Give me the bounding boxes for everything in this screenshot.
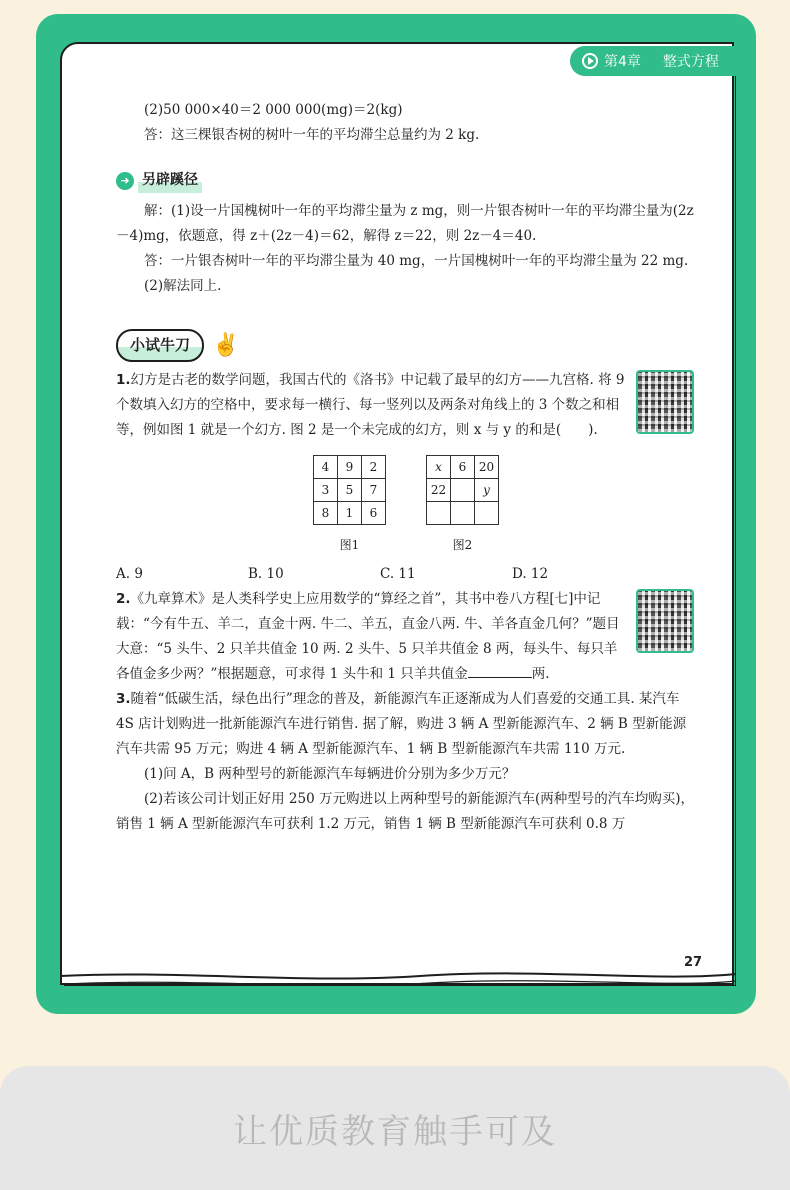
magic-square-figures: [116, 455, 696, 558]
cell: 3: [314, 479, 338, 502]
figure-1: [313, 455, 386, 558]
path-icon: ➜: [116, 172, 134, 190]
cell: 5: [338, 479, 362, 502]
cell: [451, 479, 475, 502]
question-number: 2.: [116, 591, 131, 607]
cell: x: [427, 456, 451, 479]
cell: 2: [362, 456, 386, 479]
magic-square-2: [426, 455, 499, 525]
question-2: [116, 587, 696, 687]
question-3-part-1: (1)问 A，B 两种型号的新能源汽车每辆进价分别为多少万元？: [144, 766, 516, 782]
figure-caption: 图2: [452, 538, 473, 552]
question-1: [116, 368, 696, 443]
practice-title: 小试牛刀: [116, 329, 204, 362]
question-text: 《九章算术》是人类科学史上应用数学的“算经之首”，其书中卷八方程[七]中记载：“今有牛五、羊二，直金十两. 牛二、羊五，直金八两. 牛、羊各直金几何？”题目大意：“5 头牛、2 只羊共值金 10 两. 2 头牛、5 只羊共值金 8 两，每头牛、每只羊各值金多少两？”根据题意，可求得 1 头牛和 1 只羊共值金: [116, 591, 620, 682]
figure-2: [426, 455, 499, 558]
chapter-tab: [570, 46, 756, 76]
snap-hand-icon: ✌: [212, 333, 240, 358]
cell: 8: [314, 502, 338, 525]
alt-method-title: 另辟蹊径: [138, 168, 202, 193]
choices: [116, 562, 696, 587]
cell: 1: [338, 502, 362, 525]
qr-code[interactable]: [636, 370, 694, 434]
alt-method-heading: [116, 168, 696, 193]
cell: [451, 502, 475, 525]
answer-blank: [468, 664, 532, 678]
question-text: 随着“低碳生活，绿色出行”理念的普及，新能源汽车正逐渐成为人们喜爱的交通工具. 某汽车 4S 店计划购进一批新能源汽车进行销售. 据了解，购进 3 辆 A 型新能源汽车、2 辆 B 型新能源汽车共需 95 万元；购进 4 辆 A 型新能源汽车、1 辆 B 型新能源汽车共需 110 万元.: [116, 691, 687, 757]
cell: 6: [362, 502, 386, 525]
choice-c: C. 11: [380, 566, 416, 582]
cell: [427, 502, 451, 525]
question-3-part-2: (2)若该公司计划正好用 250 万元购进以上两种型号的新能源汽车(两种型号的汽车均购买)，销售 1 辆 A 型新能源汽车可获利 1.2 万元，销售 1 辆 B 型新能源汽车可获利 0.8 万: [116, 791, 695, 832]
choice-b: B. 10: [248, 566, 284, 582]
page-content: [116, 98, 696, 837]
cell: [475, 502, 499, 525]
answer-line: 答：这三棵银杏树的树叶一年的平均滞尘总量约为 2 kg.: [144, 127, 480, 143]
magic-square-1: [313, 455, 386, 525]
figure-caption: 图1: [339, 538, 360, 552]
cell: 20: [475, 456, 499, 479]
cell: 7: [362, 479, 386, 502]
choice-a: A. 9: [116, 566, 143, 582]
question-text: 幻方是古老的数学问题，我国古代的《洛书》中记载了最早的幻方——九宫格. 将 9 个数填入幻方的空格中，要求每一横行、每一竖列以及两条对角线上的 3 个数之和相等，例如图 1 就是一个幻方. 图 2 是一个未完成的幻方，则 x 与 y 的和是( ).: [116, 372, 625, 438]
cell: y: [475, 479, 499, 502]
practice-heading: [116, 329, 696, 362]
alt-solution: 解：(1)设一片国槐树叶一年的平均滞尘量为 z mg，则一片银杏树叶一年的平均滞尘量为(2z－4)mg，依题意，得 z＋(2z－4)＝62，解得 z＝22，则 2z－4＝40.: [116, 203, 694, 244]
question-text-end: 两.: [531, 666, 550, 682]
question-3: [116, 687, 696, 762]
alt-answer: 答：一片银杏树叶一年的平均滞尘量为 40 mg，一片国槐树叶一年的平均滞尘量为 22 mg.: [144, 253, 689, 269]
page-edge-wave: [60, 968, 736, 992]
cell: 4: [314, 456, 338, 479]
play-icon: [582, 53, 598, 69]
slogan: 让优质教育触手可及: [233, 1111, 557, 1152]
page-number: 27: [684, 955, 703, 970]
cell: 6: [451, 456, 475, 479]
choice-d: D. 12: [512, 566, 549, 582]
alt-note: (2)解法同上.: [144, 278, 222, 294]
qr-code[interactable]: [636, 589, 694, 653]
bottom-banner: [0, 1066, 790, 1190]
question-number: 3.: [116, 691, 131, 707]
chapter-title: 整式方程: [662, 54, 719, 70]
cell: 22: [427, 479, 451, 502]
cell: 9: [338, 456, 362, 479]
chapter-number: 第4章: [604, 54, 641, 70]
question-number: 1.: [116, 372, 131, 388]
solution-line: (2)50 000×40＝2 000 000(mg)＝2(kg): [144, 102, 403, 118]
